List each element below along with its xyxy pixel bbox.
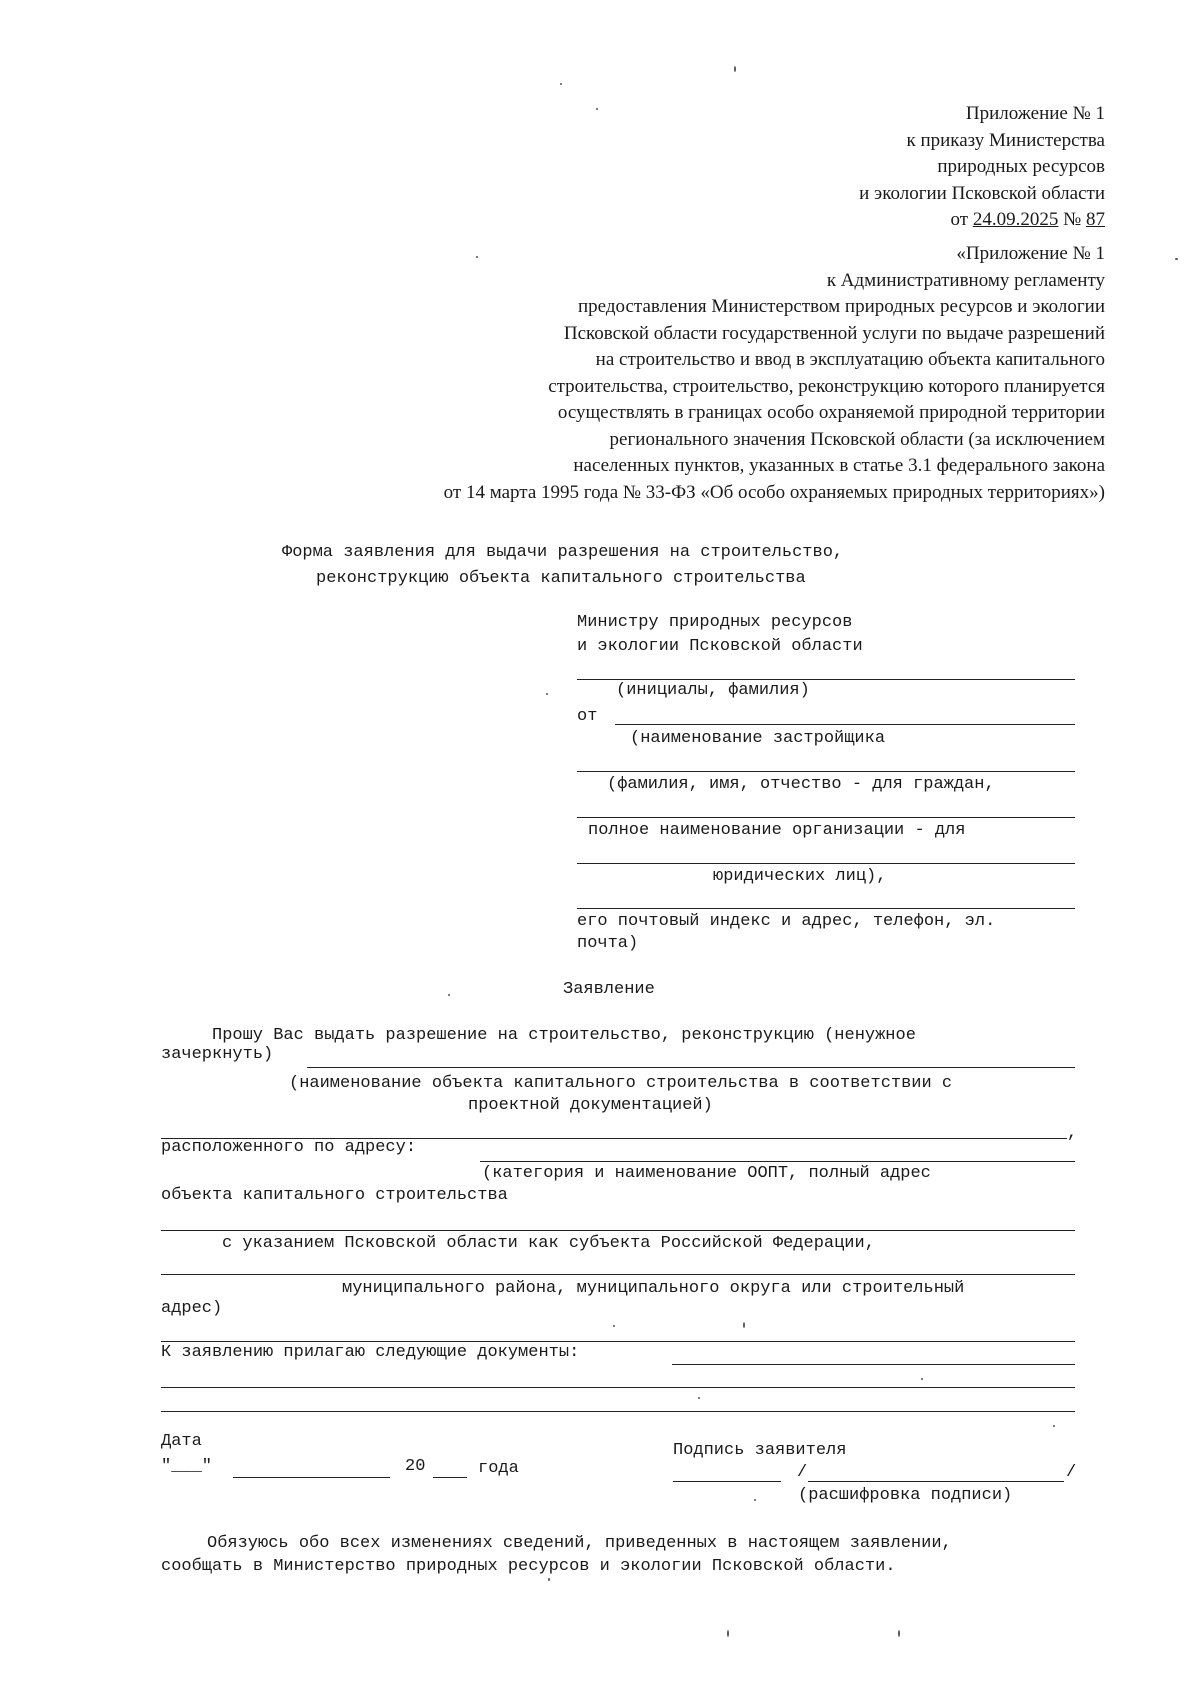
object-name-line xyxy=(307,1067,1075,1068)
hint-district-2: адрес) xyxy=(161,1299,223,1318)
address-line-4 xyxy=(161,1341,1075,1342)
request-line-2: зачеркнуть) xyxy=(161,1045,274,1064)
scan-speck xyxy=(698,1397,700,1399)
regulation-line: «Приложение № 1 xyxy=(956,243,1105,264)
applicant-name-line xyxy=(615,724,1075,725)
hint-category-1: (категория и наименование ООПТ, полный адрес xyxy=(482,1164,931,1183)
hint-developer: (наименование застройщика xyxy=(630,729,886,748)
signature-label: Подпись заявителя xyxy=(673,1441,847,1460)
hint-org: полное наименование организации - для xyxy=(588,821,966,840)
regulation-line: от 14 марта 1995 года № 33-ФЗ «Об особо охраняемых природных территориях») xyxy=(443,481,1105,503)
address-line xyxy=(480,1161,1075,1162)
regulation-line: строительства, строительство, реконструкцию которого планируется xyxy=(548,375,1105,397)
hint-fio: (фамилия, имя, отчество - для граждан, xyxy=(607,775,995,794)
year-suffix: года xyxy=(478,1459,519,1478)
form-title-line-1: Форма заявления для выдачи разрешения на строительство, xyxy=(282,543,844,562)
scan-speck xyxy=(898,1630,900,1637)
obligation-line-1: Обязуюсь обо всех изменениях сведений, приведенных в настоящем заявлении, xyxy=(207,1534,952,1553)
attachments-line-2 xyxy=(161,1387,1075,1388)
hint-region: с указанием Псковской области как субъекта Российской Федерации, xyxy=(222,1234,875,1253)
scan-speck xyxy=(548,1578,550,1581)
year-prefix: 20 xyxy=(405,1457,426,1476)
order-annex-header xyxy=(859,101,1105,234)
obligation-line-2: сообщать в Министерство природных ресурсов и экологии Псковской области. xyxy=(161,1557,896,1576)
scan-speck xyxy=(734,66,736,72)
scan-speck xyxy=(754,1499,756,1501)
decryption-hint: (расшифровка подписи) xyxy=(798,1486,1013,1505)
address-line-3 xyxy=(161,1274,1075,1275)
hint-address-1: его почтовый индекс и адрес, телефон, эл. xyxy=(577,912,996,931)
order-annex-line: к приказу Министерства xyxy=(906,129,1105,151)
hint-district-1: муниципального района, муниципального округа или строительный xyxy=(342,1279,965,1298)
applicant-line-2 xyxy=(577,771,1075,772)
scan-speck xyxy=(596,108,598,110)
attachments-line-1 xyxy=(672,1364,1075,1365)
comma: , xyxy=(1067,1124,1078,1143)
hint-address-2: почта) xyxy=(577,934,639,953)
scan-speck xyxy=(613,1325,615,1327)
regulation-line: регионального значения Псковской области (за исключением xyxy=(609,428,1105,450)
scan-speck xyxy=(476,256,478,258)
regulation-line: осуществлять в границах особо охраняемой природной территории xyxy=(557,402,1105,423)
order-date: 24.09.2025 xyxy=(972,209,1059,230)
order-annex-line: и экологии Псковской области xyxy=(859,182,1105,204)
applicant-line-3 xyxy=(577,817,1075,818)
scan-speck xyxy=(1053,1425,1055,1427)
date-label: Дата xyxy=(161,1432,202,1451)
regulation-line: на строительство и ввод в эксплуатацию объекта капитального xyxy=(595,349,1105,370)
statement-title: Заявление xyxy=(563,980,655,999)
scan-speck xyxy=(560,83,562,85)
signature-decryption-line xyxy=(808,1481,1064,1482)
scan-speck xyxy=(727,1630,729,1637)
scan-speck xyxy=(921,1378,923,1380)
regulation-line: Псковской области государственной услуги по выдаче разрешений xyxy=(563,322,1105,344)
from-label: от xyxy=(577,707,598,726)
hint-object-2: проектной документацией) xyxy=(468,1096,713,1115)
addressee-line-2: и экологии Псковской области xyxy=(577,637,863,656)
hint-legal: юридических лиц), xyxy=(713,867,887,886)
applicant-line-4 xyxy=(577,863,1075,864)
addressee-line-1: Министру природных ресурсов xyxy=(577,613,853,632)
request-line-1: Прошу Вас выдать разрешение на строительство, реконструкцию (ненужное xyxy=(212,1026,916,1045)
regulation-line: к Административному регламенту xyxy=(826,269,1105,291)
form-title-line-2: реконструкцию объекта капитального строительства xyxy=(316,569,806,588)
regulation-annex-header xyxy=(444,241,1105,506)
address-label: расположенного по адресу: xyxy=(161,1138,417,1157)
scan-speck xyxy=(1175,258,1178,260)
applicant-line-5 xyxy=(577,908,1075,909)
year-line xyxy=(433,1477,467,1478)
date-month-line xyxy=(233,1477,390,1478)
scan-speck xyxy=(743,1322,745,1328)
hint-object-1: (наименование объекта капитального строительства в соответствии с xyxy=(289,1074,953,1093)
order-number: 87 xyxy=(1086,209,1105,230)
regulation-line: населенных пунктов, указанных в статье 3.1 федерального закона xyxy=(573,455,1105,476)
order-annex-line: Приложение № 1 xyxy=(965,103,1105,124)
signature-line xyxy=(673,1481,781,1482)
regulation-line: предоставления Министерством природных ресурсов и экологии xyxy=(578,296,1105,317)
scan-speck xyxy=(546,693,548,695)
addressee-initials-line xyxy=(577,679,1075,680)
signature-slash-1: / xyxy=(797,1463,808,1482)
hint-category-2: объекта капитального строительства xyxy=(161,1186,508,1205)
date-day: "___" xyxy=(161,1457,213,1476)
address-line-2 xyxy=(161,1230,1075,1231)
signature-slash-2: / xyxy=(1066,1463,1077,1482)
attachments-line-3 xyxy=(161,1411,1075,1412)
hint-initials: (инициалы, фамилия) xyxy=(616,681,810,700)
order-annex-line: природных ресурсов xyxy=(937,156,1105,177)
scan-speck xyxy=(448,994,450,996)
order-date-line: от 24.09.2025 № 87 xyxy=(950,209,1105,230)
attachments-label: К заявлению прилагаю следующие документы: xyxy=(161,1343,580,1362)
